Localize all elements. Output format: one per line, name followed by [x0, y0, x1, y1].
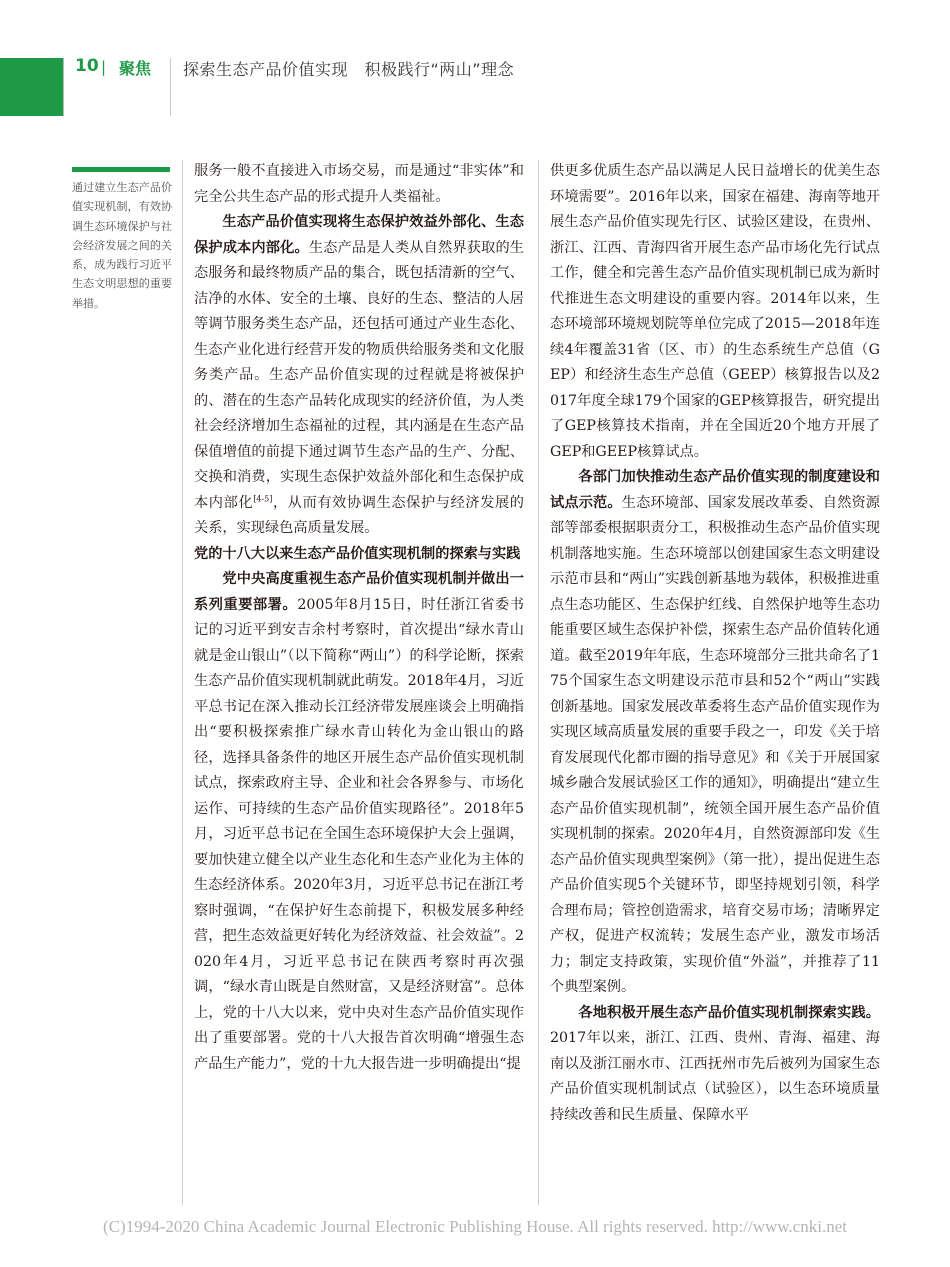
header-green-tab [0, 58, 63, 116]
right-column [550, 159, 880, 1128]
paragraph [194, 567, 524, 1077]
pull-quote-bar [72, 167, 170, 172]
paragraph-text: 2017年以来，浙江、江西、贵州、青海、福建、海南以及浙江丽水市、江西抚州市先后被列为国家生态产品价值实现机制试点（试验区），以生态环境质量持续改善和民生质量、保障水平 [550, 1030, 880, 1123]
paragraph-text: 2005年8月15日，时任浙江省委书记的习近平到安吉余村考察时，首次提出“绿水青山就是金山银山”（以下简称“两山”）的科学论断，探索生态产品价值实现机制就此萌发。2018年4月，习近平总书记在深入推动长江经济带发展座谈会上明确指出“要积极探索推广绿水青山转化为金山银山的路径，选择具备条件的地区开展生态产品价值实现机制试点，探索政府主导、企业和社会各界参与、市场化运作、可持续的生态产品价值实现路径”。2018年5月，习近平总书记在全国生态环境保护大会上强调，要加快建立健全以产业生态化和生态产业化为主体的生态经济体系。2020年3月，习近平总书记在浙江考察时强调，“在保护好生态前提下，积极发展多种经营，把生态效益更好转化为经济效益、社会效益”。2020年4月，习近平总书记在陕西考察时再次强调，“绿水青山既是自然财富，又是经济财富”。总体上，党的十八大以来，党中央对生态产品价值实现作出了重要部署。党的十八大报告首次明确“增强生态产品生产能力”，党的十九大报告进一步明确提出“提 [194, 596, 524, 1072]
paragraph-text: ，从而有效协调生态保护与经济发展的关系，实现绿色高质量发展。 [194, 494, 524, 536]
column-divider-right [538, 160, 539, 1205]
paragraph [550, 1001, 880, 1129]
lead-sentence: 各地积极开展生态产品价值实现机制探索实践。 [578, 1004, 880, 1021]
citation-ref[interactable]: [4-5] [253, 493, 273, 503]
left-column [194, 159, 524, 1077]
running-title: 探索生态产品价值实现 积极践行“两山”理念 [183, 60, 515, 79]
section-heading: 党的十八大以来生态产品价值实现机制的探索与实践 [194, 545, 521, 562]
header-divider-left [63, 58, 64, 116]
copyright-footer: (C)1994-2020 China Academic Journal Electronic Publishing House. All rights reserved. http://www.cnki.net [103, 1217, 847, 1236]
header-divider-mid [170, 58, 171, 116]
page-number: 10 [75, 56, 99, 76]
paragraph: 服务一般不直接进入市场交易，而是通过“非实体”和完全公共生态产品的形式提升人类福祉。 [194, 163, 524, 205]
paragraph [194, 210, 524, 542]
lead-sentence: 党中央高度重视生态产品价值实现机制并做出一系列重要部署。 [194, 571, 524, 613]
lead-sentence: 各部门加快推动生态产品价值实现的制度建设和试点示范。 [550, 469, 880, 511]
column-divider-left [182, 160, 183, 1205]
paragraph [550, 465, 880, 1001]
header-separator: | [101, 58, 107, 76]
paragraph: 供更多优质生态产品以满足人民日益增长的优美生态环境需要”。2016年以来，国家在福建、海南等地开展生态产品价值实现先行区、试验区建设，在贵州、浙江、江西、青海四省开展生态产品市场化先行试点工作，健全和完善生态产品价值实现机制已成为新时代推进生态文明建设的重要内容。2014年以来，生态环境部环境规划院等单位完成了2015—2018年连续4年覆盖31省（区、市）的生态系统生产总值（GEP）和经济生态生产总值（GEEP）核算报告以及2017年度全球179个国家的GEP核算报告，研究提出了GEP核算技术指南，并在全国近20个地方开展了GEP和GEEP核算试点。 [550, 163, 880, 460]
paragraph-text: 生态环境部、国家发展改革委、自然资源部等部委根据职责分工，积极推动生态产品价值实现机制落地实施。生态环境部以创建国家生态文明建设示范市县和“两山”实践创新基地为载体，积极推进重点生态功能区、生态保护红线、自然保护地等生态功能重要区域生态保护补偿，探索生态产品价值转化通道。截至2019年年底，生态环境部分三批共命名了175个国家生态文明建设示范市县和52个“两山”实践创新基地。国家发展改革委将生态产品价值实现作为实现区域高质量发展的重要手段之一，印发《关于培育发展现代化都市圈的指导意见》和《关于开展国家城乡融合发展试验区工作的通知》，明确提出“建立生态产品价值实现机制”，统领全国开展生态产品价值实现机制的探索。2020年4月，自然资源部印发《生态产品价值实现典型案例》（第一批），提出促进生态产品价值实现5个关键环节，即坚持规划引领，科学合理布局；管控创造需求，培育交易市场；清晰界定产权，促进产权流转；发展生态产业，激发市场活力；制定支持政策，实现价值“外溢”，并推荐了11个典型案例。 [550, 494, 880, 995]
lead-sentence: 生态产品价值实现将生态保护效益外部化、生态保护成本内部化。 [194, 214, 524, 256]
section-tag: 聚焦 [119, 59, 152, 78]
paragraph-text: 生态产品是人类从自然界获取的生态服务和最终物质产品的集合，既包括清新的空气、洁净的水体、安全的土壤、良好的生态、整洁的人居等调节服务类生态产品，还包括可通过产业生态化、生态产业化进行经营开发的物质供给服务类和文化服务类产品。生态产品价值实现的过程就是将被保护的、潜在的生态产品转化成现实的经济价值，为人类社会经济增加生态福祉的过程，其内涵是在生态产品保值增值的前提下通过调节生态产品的生产、分配、交换和消费，实现生态保护效益外部化和生态保护成本内部化 [194, 239, 524, 511]
pull-quote: 通过建立生态产品价值实现机制，有效协调生态环境保护与社会经济发展之间的关系，成为践行习近平生态文明思想的重要举措。 [72, 181, 172, 310]
